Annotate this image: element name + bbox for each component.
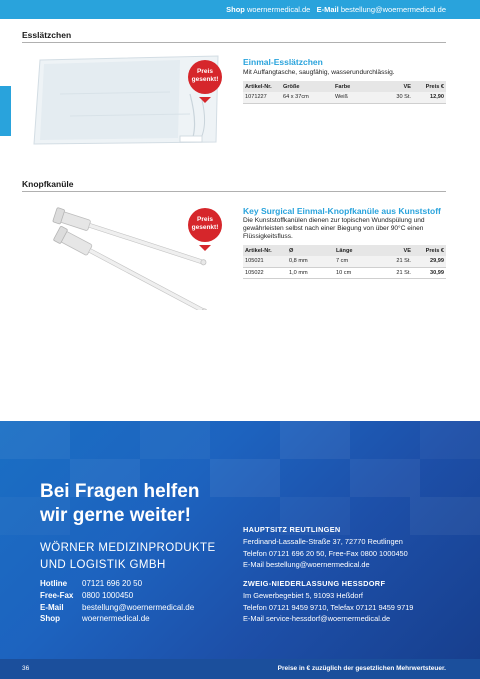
banner-pattern: [0, 421, 70, 459]
col-header-price: Preis €: [413, 81, 446, 92]
badge-line-1: Preis: [197, 68, 213, 75]
banner-pattern: [140, 421, 210, 459]
section-divider: [22, 191, 446, 192]
col-header-size: Größe: [281, 81, 333, 92]
table-header-row: [243, 245, 446, 256]
col-header-article: Artikel-Nr.: [243, 245, 287, 256]
office-hessdorf: [243, 578, 413, 625]
cell-ve: 21 St.: [384, 267, 413, 278]
banner-headline: [40, 480, 240, 528]
company-name: [40, 540, 216, 574]
cell-article: 105021: [243, 256, 287, 267]
col-header-length: Länge: [334, 245, 384, 256]
banner-pattern: [420, 421, 480, 459]
badge-line-2: gesenkt!: [191, 223, 219, 231]
col-header-diameter: Ø: [287, 245, 334, 256]
product-title: Key Surgical Einmal-Knopfkanüle aus Kunststoff: [243, 206, 441, 216]
office-address: Ferdinand-Lassalle-Straße 37, 72770 Reutlingen: [243, 536, 403, 546]
section-title-esslaetzchen: Esslätzchen: [22, 30, 72, 40]
contact-label: Free-Fax: [40, 590, 74, 600]
contact-label: Shop: [40, 614, 60, 624]
email-address[interactable]: bestellung@woernermedical.de: [82, 602, 195, 612]
cell-length: 7 cm: [334, 256, 384, 267]
col-header-article: Artikel-Nr.: [243, 81, 281, 92]
price-note: Preise in € zuzüglich der gesetzlichen Mehrwertsteuer.: [277, 665, 446, 672]
product-table-esslaetzchen: [243, 81, 446, 104]
cell-article: 1071227: [243, 92, 281, 103]
shop-url[interactable]: woernermedical.de: [82, 614, 150, 624]
cell-diameter: 1,0 mm: [287, 267, 334, 278]
office-email[interactable]: E-Mail service-hessdorf@woernermedical.de: [243, 614, 391, 624]
contact-label: Hotline: [40, 579, 68, 588]
page-footer: [0, 659, 480, 679]
product-description: Mit Auffangtasche, saugfähig, wasserundurchlässig.: [243, 69, 395, 76]
product-description: Die Kunststoffkanülen dienen zur topischen Wundspülung und gewährleisten selbst nach einer Biegung von über 90°C einen Flüssigkeitsfluss.: [243, 217, 425, 241]
badge-line-2: gesenkt!: [191, 75, 219, 83]
cell-diameter: 0,8 mm: [287, 256, 334, 267]
shop-link[interactable]: woernermedical.de: [246, 5, 311, 14]
office-phone: Telefon 07121 696 20 50, Free-Fax 0800 1000450: [243, 548, 408, 558]
company-name-line-2: UND LOGISTIK GMBH: [40, 559, 166, 571]
contact-list: [40, 578, 194, 625]
office-reutlingen: [243, 524, 408, 571]
contact-hotline: [40, 578, 194, 590]
contact-label: E-Mail: [40, 602, 64, 612]
col-header-ve: VE: [384, 245, 413, 256]
cell-price: 29,99: [413, 256, 446, 267]
cell-price: 30,99: [413, 267, 446, 278]
fax-number[interactable]: 0800 1000450: [82, 590, 134, 600]
contact-email: [40, 602, 194, 614]
product-title: Einmal-Esslätzchen: [243, 57, 323, 67]
section-title-knopfkanuele: Knopfkanüle: [22, 179, 74, 189]
cell-length: 10 cm: [334, 267, 384, 278]
email-label: E-Mail: [316, 5, 339, 14]
col-header-price: Preis €: [413, 245, 446, 256]
banner-pattern: [350, 459, 420, 497]
page-number: 36: [22, 665, 30, 672]
section-divider: [22, 42, 446, 43]
badge-arrow-icon: [199, 97, 211, 103]
office-phone: Telefon 07121 9459 9710, Telefax 07121 9459 9719: [243, 602, 414, 612]
banner-headline-line-2: wir gerne weiter!: [40, 505, 191, 526]
badge-arrow-icon: [199, 245, 211, 251]
office-heading: ZWEIG-NIEDERLASSUNG HESSDORF: [243, 579, 386, 588]
product-table-knopfkanuele: [243, 245, 446, 279]
price-reduced-badge: [188, 60, 222, 94]
banner-pattern: [280, 421, 350, 459]
table-row: [243, 92, 446, 103]
cell-price: 12,90: [413, 92, 446, 103]
col-header-ve: VE: [385, 81, 413, 92]
table-header-row: [243, 81, 446, 92]
contact-shop: [40, 613, 194, 625]
table-row: [243, 256, 446, 267]
section-side-tab: [0, 86, 11, 136]
banner-pattern: [410, 497, 480, 535]
table-row: [243, 267, 446, 278]
col-header-color: Farbe: [333, 81, 385, 92]
badge-line-1: Preis: [197, 216, 213, 223]
cell-article: 105022: [243, 267, 287, 278]
banner-headline-line-1: Bei Fragen helfen: [40, 481, 200, 502]
company-name-line-1: WÖRNER MEDIZINPRODUKTE: [40, 542, 216, 554]
top-bar: [0, 0, 480, 19]
shop-label: Shop: [226, 5, 245, 14]
price-reduced-badge: [188, 208, 222, 242]
office-address: Im Gewerbegebiet 5, 91093 Heßdorf: [243, 590, 363, 600]
cell-ve: 30 St.: [385, 92, 413, 103]
cell-ve: 21 St.: [384, 256, 413, 267]
cell-size: 64 x 37cm: [281, 92, 333, 103]
office-heading: HAUPTSITZ REUTLINGEN: [243, 525, 341, 534]
contact-fax: [40, 590, 194, 602]
cell-color: Weiß: [333, 92, 385, 103]
office-email[interactable]: E-Mail bestellung@woernermedical.de: [243, 560, 370, 570]
hotline-number[interactable]: 07121 696 20 50: [82, 579, 143, 588]
email-link[interactable]: bestellung@woernermedical.de: [340, 5, 446, 14]
